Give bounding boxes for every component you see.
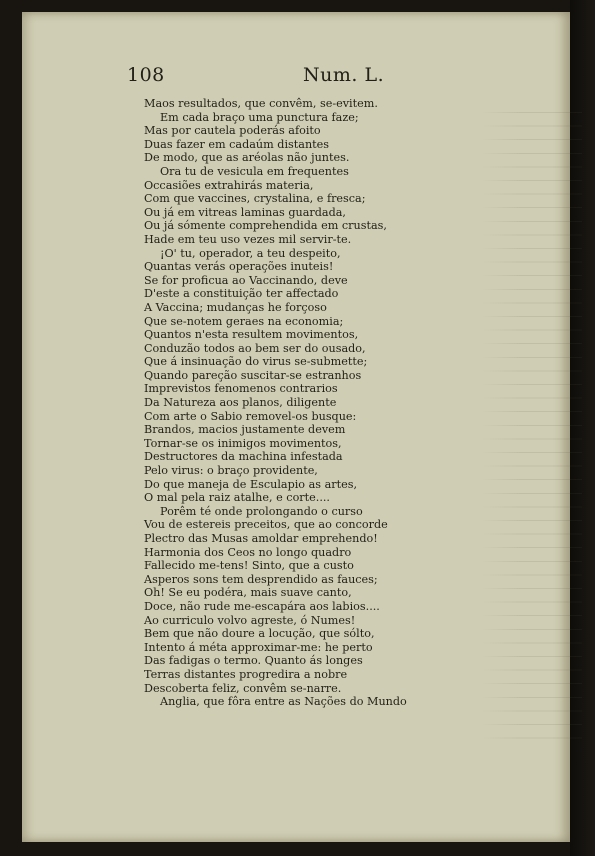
verse-line: Descoberta feliz, convêm se-narre.	[144, 681, 342, 695]
verse-line: Oh! Se eu podéra, mais suave canto,	[144, 586, 352, 600]
verse-line: Ou já em vitreas laminas guardada,	[144, 205, 346, 219]
verse-line: Em cada braço uma punctura faze;	[160, 110, 359, 124]
verse-line: Das fadigas o termo. Quanto ás longes	[144, 654, 363, 668]
verse-line: Que se-notem geraes na economia;	[144, 314, 344, 328]
poem-text	[144, 97, 410, 709]
verse-line: Mas por cautela poderás afoito	[144, 124, 321, 138]
verse-line: Plectro das Musas amoldar emprehendo!	[144, 532, 378, 545]
verse-line: Bem que não doure a locução, que sólto,	[144, 627, 375, 641]
verse-line: Harmonia dos Ceos no longo quadro	[144, 545, 352, 559]
running-head: Num. L.	[303, 64, 385, 86]
verse-line: Ora tu de vesicula em frequentes	[160, 164, 349, 178]
verse-line: Maos resultados, que convêm, se-evitem.	[144, 97, 378, 110]
show-through-text	[482, 102, 582, 742]
verse-line: Quando pareção suscitar-se estranhos	[144, 368, 362, 382]
verse-line: Fallecido me-tens! Sinto, que a custo	[144, 559, 354, 573]
verse-line: Asperos sons tem desprendido as fauces;	[144, 572, 378, 586]
verse-line: De modo, que as aréolas não juntes.	[144, 151, 350, 165]
verse-line: Anglia, que fôra entre as Nações do Mundo	[160, 695, 407, 709]
page-header	[127, 64, 387, 90]
verse-line: Da Natureza aos planos, diligente	[144, 396, 337, 410]
verse-line: Pelo virus: o braço providente,	[144, 464, 318, 478]
verse-line: O mal pela raiz atalhe, e corte....	[144, 491, 330, 505]
verse-line: Ao curriculo volvo agreste, ó Numes!	[144, 613, 356, 627]
verse-line: Imprevistos fenomenos contrarios	[144, 382, 338, 396]
verse-line: D'este a constituição ter affectado	[144, 287, 339, 301]
verse-line: Occasiões extrahirás materia,	[144, 178, 314, 192]
verse-line: Tornar-se os inimigos movimentos,	[144, 436, 342, 450]
verse-line: Porêm té onde prolongando o curso	[160, 504, 363, 518]
page-number: 108	[127, 64, 165, 86]
verse-line: A Vaccina; mudanças he forçoso	[144, 300, 327, 314]
verse-line: Destructores da machina infestada	[144, 450, 343, 464]
verse-line: Brandos, macios justamente devem	[144, 423, 346, 437]
verse-line: Conduzão todos ao bem ser do ousado,	[144, 341, 366, 355]
verse-line: Do que maneja de Esculapio as artes,	[144, 477, 357, 491]
verse-line: Ou já sómente comprehendida em crustas,	[144, 219, 387, 233]
verse-line: Se for proficua ao Vaccinando, deve	[144, 273, 348, 287]
verse-line: Com que vaccines, crystalina, e fresca;	[144, 192, 366, 206]
verse-line: Quantas verás operações inuteis!	[144, 260, 334, 274]
verse-line: Doce, não rude me-escapára aos labios....	[144, 599, 380, 613]
verse-line: Que á insinuação do virus se-submette;	[144, 355, 368, 369]
verse-line: Intento á méta approximar-me: he perto	[144, 640, 373, 654]
verse-line: Quantos n'esta resultem movimentos,	[144, 328, 359, 342]
verse-line: ¡O' tu, operador, a teu despeito,	[160, 246, 341, 260]
verse-line: Hade em teu uso vezes mil servir-te.	[144, 232, 352, 246]
verse-line: Duas fazer em cadaúm distantes	[144, 137, 330, 151]
verse-line: Com arte o Sabio removel-os busque:	[144, 409, 357, 423]
verse-line: Vou de estereis preceitos, que ao concorde	[144, 518, 388, 532]
verse-line: Terras distantes progredira a nobre	[144, 667, 348, 681]
